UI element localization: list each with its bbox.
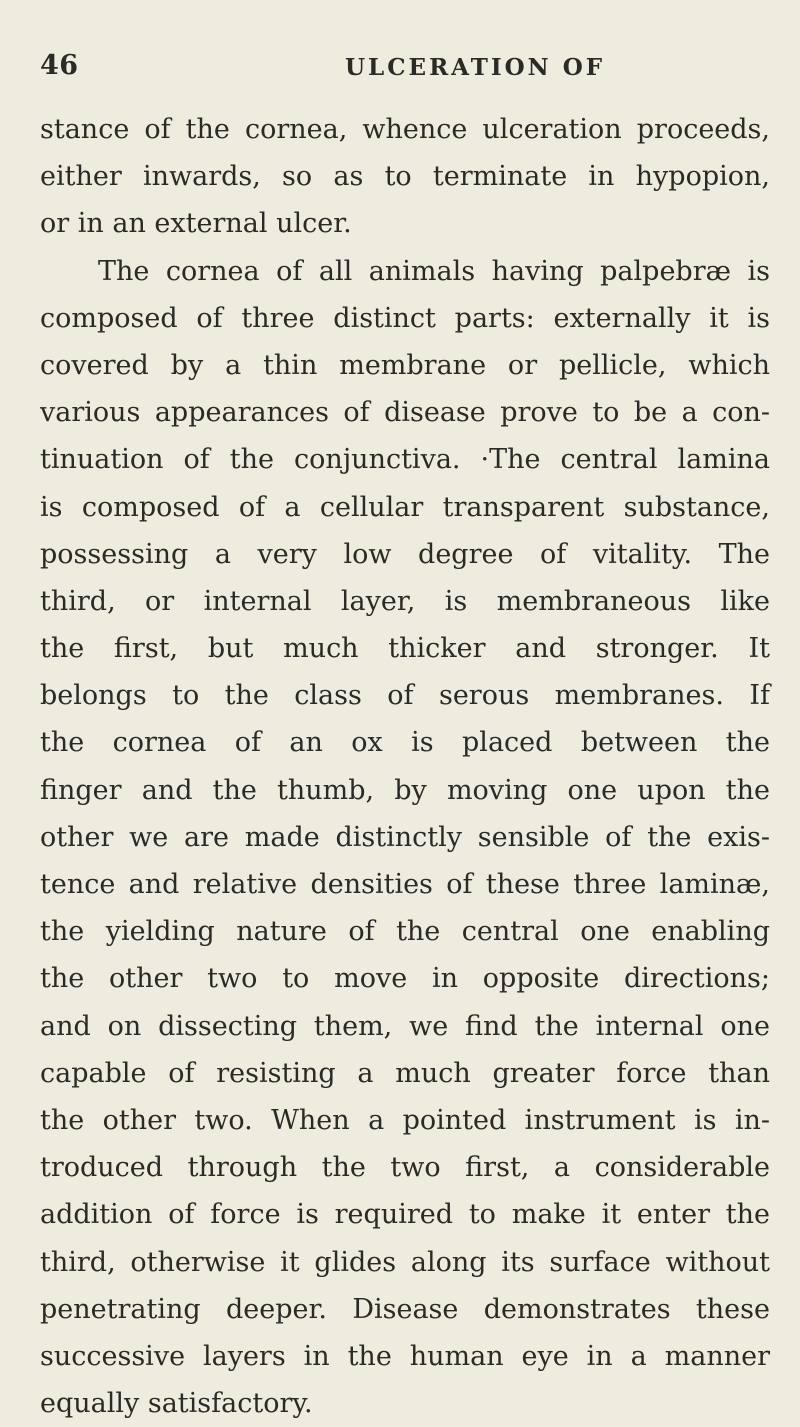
text-line: third, otherwise it glides along its surface without [40,1246,770,1278]
text-line: the first, but much thicker and stronger. It [40,633,770,665]
page-header [40,50,770,90]
text-line: finger and the thumb, by moving one upon the [40,774,770,806]
page-number: 46 [40,50,79,81]
text-line: either inwards, so as to terminate in hypopion, [40,161,770,193]
text-line: The cornea of all animals having palpebræ is [98,255,770,287]
text-line: the other two. When a pointed instrument is in- [40,1104,770,1136]
text-line: composed of three distinct parts: externally it is [40,302,770,334]
text-line: stance of the cornea, whence ulceration proceeds, [40,114,770,145]
text-line: equally satisfactory. [40,1388,313,1420]
text-line: and on dissecting them, we find the internal one [40,1010,770,1042]
text-line: successive layers in the human eye in a manner [40,1340,770,1372]
text-line: covered by a thin membrane or pellicle, which [40,349,770,381]
text-line: third, or internal layer, is membraneous like [40,585,770,617]
text-line: is composed of a cellular transparent substance, [40,491,770,523]
text-line: possessing a very low degree of vitality. The [40,538,770,570]
text-line: other we are made distinctly sensible of the exis- [40,821,770,853]
text-line: the cornea of an ox is placed between the [40,727,770,759]
body-text [40,106,770,1427]
running-head: ULCERATION OF [345,54,606,81]
text-line: penetrating deeper. Disease demonstrates these [40,1293,770,1325]
text-line: troduced through the two first, a considerable [40,1152,770,1184]
text-line: belongs to the class of serous membranes. If [40,680,770,712]
text-line: tence and relative densities of these three laminæ, [40,869,770,900]
text-line: or in an external ulcer. [40,208,352,240]
text-line: capable of resisting a much greater force than [40,1057,770,1089]
text-line: addition of force is required to make it enter the [40,1199,770,1231]
text-line: tinuation of the conjunctiva. ·The central lamina [40,444,770,476]
text-line: the other two to move in opposite directions; [40,963,770,995]
text-line: various appearances of disease prove to be a con- [40,397,770,429]
text-line: the yielding nature of the central one enabling [40,916,770,948]
